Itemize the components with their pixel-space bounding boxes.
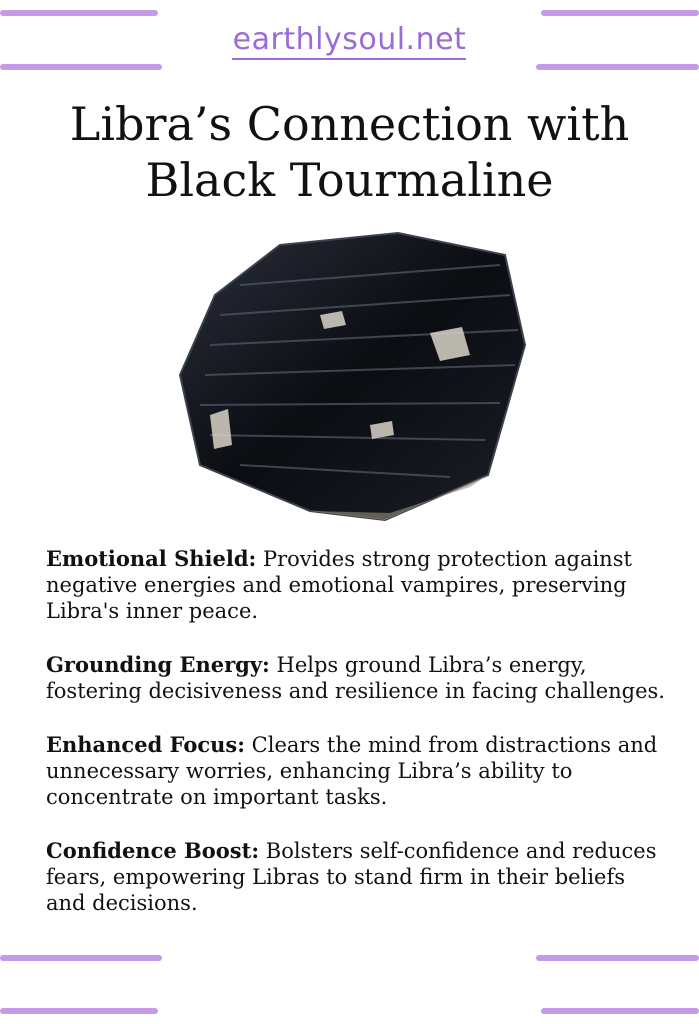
top-right-bar-1 (541, 10, 699, 16)
top-left-bar-1 (0, 10, 158, 16)
logo-underline (232, 58, 466, 60)
feature-name: Enhanced Focus: (46, 732, 245, 757)
feature-name: Grounding Energy: (46, 652, 270, 677)
feature-item (46, 838, 666, 916)
feature-item (46, 732, 666, 810)
feature-item (46, 652, 666, 704)
feature-text: Clears the mind from distractions and unnecessary worries, enhancing Libra’s ability to concentrate on important tasks. (46, 733, 658, 809)
feature-text: Provides strong protection against negative energies and emotional vampires, preserving Libra's inner peace. (46, 547, 632, 623)
feature-text: Bolsters self-confidence and reduces fears, empowering Libras to stand firm in their beliefs and decisions. (46, 839, 657, 915)
title-line-2: Black Tourmaline (145, 153, 554, 207)
top-right-bar-2 (536, 64, 699, 70)
bottom-left-bar-1 (0, 955, 162, 961)
page-title (0, 96, 699, 208)
bottom-left-bar-2 (0, 1008, 158, 1014)
tourmaline-stone-image (170, 225, 530, 525)
title-line-1: Libra’s Connection with (69, 97, 630, 151)
feature-text: Helps ground Libra’s energy, fostering decisiveness and resilience in facing challenges. (46, 653, 665, 703)
feature-name: Emotional Shield: (46, 546, 257, 571)
feature-list (46, 546, 666, 944)
bottom-right-bar-1 (536, 955, 699, 961)
feature-name: Confidence Boost: (46, 838, 260, 863)
stone-illustration (170, 225, 530, 525)
bottom-right-bar-2 (541, 1008, 699, 1014)
brand-logo: earthlysoul.net (232, 22, 467, 57)
top-left-bar-2 (0, 64, 162, 70)
feature-item (46, 546, 666, 624)
